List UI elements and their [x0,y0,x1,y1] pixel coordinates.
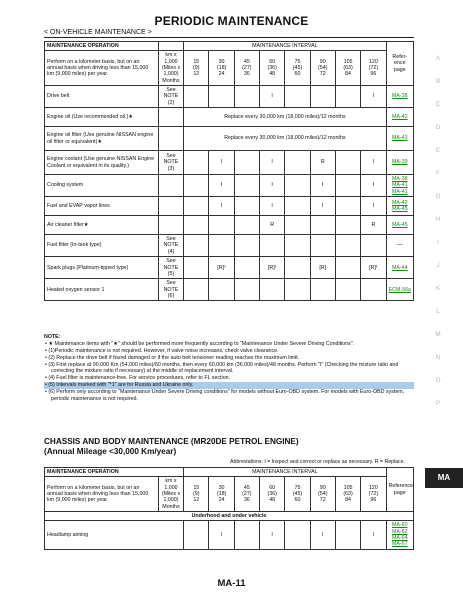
interval-value: 36 [243,71,250,78]
tab-f[interactable]: F [436,170,440,177]
interval-cell [285,197,310,216]
operation-cell: Headlamp aiming [45,521,184,549]
reference-cell [386,127,413,151]
interval-value: 96 [370,71,377,78]
interval-cell [361,235,386,257]
tab-o[interactable]: O [435,377,441,384]
table-row [45,108,414,127]
interval-cell: [R] [310,257,335,279]
reference-dash: — [397,242,403,249]
note-cell: See NOTE (3) [158,151,183,175]
interval-cell [184,151,209,175]
unit-label: km x 1,000 (Miles x 1,000) Months [158,477,183,512]
interval-cell [260,279,285,301]
reference-link[interactable]: MA-38 [391,176,408,183]
table-row [45,235,414,257]
chassis-table [44,467,414,550]
note-item: • (1)Periodic maintenance is not required. However, if valve noise increases, check valve clearance. [45,347,279,354]
interval-cell [184,197,209,216]
interval-row [45,477,414,512]
tab-h[interactable]: H [435,216,441,223]
interval-value: (72) [368,65,379,72]
interval-cell: I [209,197,234,216]
interval-cell [335,86,360,108]
reference-link[interactable]: MA-39 [391,159,408,166]
note-cell: See NOTE (2) [158,86,183,108]
note-cell: See NOTE (6) [158,279,183,301]
interval-cell [335,216,360,235]
interval-value: (9) [193,65,200,72]
interval-cell [335,279,360,301]
interval-cell [335,521,360,549]
reference-link[interactable]: MA-42 [391,113,408,120]
unit-label: km x 1,000 (Miles x 1,000) Months [158,51,183,86]
operation-cell: Engine oil (Use recommended oil.)★ [45,108,159,127]
table-row [45,257,414,279]
interval-60 [260,51,285,86]
interval-value: 90 [319,58,326,65]
interval-value: 60 [294,497,301,504]
interval-value: 48 [269,497,276,504]
interval-cell: I [361,151,386,175]
interval-120 [361,477,386,512]
note-cell [158,127,183,151]
reference-link[interactable]: MA-41 [391,182,408,189]
note-cell [158,175,183,197]
interval-value: 75 [294,58,301,65]
section-heading: < ON-VEHICLE MAINTENANCE > [44,29,152,36]
interval-45 [234,477,259,512]
reference-link[interactable]: MA-43 [391,135,408,142]
interval-value: 75 [294,484,301,491]
operation-cell: Air cleaner filter★ [45,216,159,235]
interval-90 [310,477,335,512]
interval-cell [234,279,259,301]
interval-value: 12 [193,497,200,504]
interval-value: 15 [193,58,200,65]
row-description: Perform on a kilometer basis, but on an annual basis when driving less than 15,000 km (9,000 miles) per year. [45,51,159,86]
interval-cell [285,257,310,279]
interval-cell [209,86,234,108]
interval-cell [234,175,259,197]
interval-value: 60 [294,71,301,78]
interval-15 [184,477,209,512]
interval-value: 24 [218,71,225,78]
col-reference: Reference page [386,468,413,512]
interval-cell [234,257,259,279]
chassis-heading: CHASSIS AND BODY MAINTENANCE (MR20DE PETROL ENGINE) [44,437,299,446]
table-row [45,216,414,235]
interval-cell [310,86,335,108]
operation-cell: Fuel filter (In-tank type) [45,235,159,257]
interval-cell [285,521,310,549]
reference-cell [386,86,413,108]
interval-value: 15 [193,484,200,491]
table-row [45,127,414,151]
table-row [45,175,414,197]
interval-120 [361,51,386,86]
operation-cell: Cooling system [45,175,159,197]
table-row [45,521,414,549]
tab-g[interactable]: G [435,193,441,200]
col-interval: MAINTENANCE INTERVAL [184,468,386,477]
tab-c[interactable]: C [435,101,441,108]
interval-span-cell: Replace every 30,000 km (18,000 miles)/12 months [184,108,386,127]
interval-105 [335,477,360,512]
interval-span-cell: Replace every 30,000 km (18,000 miles)/12 months [184,127,386,151]
interval-cell: I [361,86,386,108]
interval-value: 60 [269,484,276,491]
interval-cell [234,86,259,108]
interval-cell: I [361,197,386,216]
interval-value: (45) [292,491,303,498]
interval-cell: I [260,197,285,216]
interval-value: 45 [243,58,250,65]
interval-cell [234,521,259,549]
note-item: • (3) First replace at 90,000 Km (54,000 miles)/60 months, then every 60,000 km (36,000 miles)/48 months. Perform "I" (Checking the mixture ratio and correcting the mixture ratio if necessary) at the middle of replacement interval. [45,361,399,375]
reference-link[interactable]: MA-64 [391,535,408,542]
interval-value: (72) [368,491,379,498]
interval-value: 96 [370,497,377,504]
interval-row [45,51,414,86]
interval-value: 72 [319,497,326,504]
col-operation: MAINTENANCE OPERATION [45,42,159,51]
row-description: Perform on a kilometer basis, but on an annual basis when driving less than 15,000 km (9,000 miles) per year. [45,477,159,512]
interval-cell [335,151,360,175]
tab-m[interactable]: M [435,331,441,338]
interval-cell [285,279,310,301]
interval-cell [285,86,310,108]
interval-75 [285,477,310,512]
interval-cell: I [209,175,234,197]
operation-cell: Drive belt [45,86,159,108]
interval-value: (27) [242,65,252,72]
interval-cell [209,235,234,257]
reference-cell [386,235,413,257]
interval-value: 84 [345,497,351,504]
tab-e[interactable]: E [435,147,441,154]
interval-105 [335,51,360,86]
interval-value: (36) [267,491,277,498]
interval-cell [335,197,360,216]
interval-cell [234,197,259,216]
table-row [45,86,414,108]
table-header-row [45,468,414,477]
reference-cell [386,151,413,175]
operation-cell: Engine oil filter (Use genuine NISSAN engine oil filter or equivalent)★ [45,127,159,151]
interval-60 [260,477,285,512]
reference-cell [386,216,413,235]
interval-cell: R [361,216,386,235]
interval-cell [184,521,209,549]
interval-cell [184,86,209,108]
interval-cell [310,279,335,301]
table-row [45,151,414,175]
interval-cell: [R]¹ [209,257,234,279]
reference-link[interactable]: MA-62 [391,528,408,535]
notes-heading: NOTE: [44,334,61,340]
page-number: MA-11 [217,578,246,589]
reference-link[interactable]: ECM-56a [388,286,411,293]
operation-cell: Heated oxygen sensor 1 [45,279,159,301]
interval-value: (54) [318,65,328,72]
interval-value: 84 [345,71,351,78]
interval-cell [209,279,234,301]
table-row [45,197,414,216]
group-row [45,512,414,521]
interval-value: 90 [319,484,326,491]
abbreviations: Abbreviations: I = Inspect and correct or replace as necessary. R = Replace. [230,459,405,465]
interval-cell: I [260,151,285,175]
interval-30 [209,51,234,86]
tab-d[interactable]: D [435,124,441,131]
interval-cell [209,216,234,235]
interval-cell [285,151,310,175]
interval-cell [335,257,360,279]
reference-link[interactable]: MA-45 [391,221,408,228]
interval-value: 30 [218,484,225,491]
interval-75 [285,51,310,86]
note-item: • ★ Maintenance items with "★" should be performed more frequently according to "Maintenance Under Severe Driving Conditions". [45,340,355,347]
interval-cell: I [310,175,335,197]
interval-cell [335,175,360,197]
interval-cell [184,175,209,197]
interval-cell [184,279,209,301]
interval-value: (36) [267,65,277,72]
tab-p[interactable]: P [435,400,441,407]
reference-cell [386,279,413,301]
interval-value: 72 [319,71,326,78]
interval-value: (63) [343,65,353,72]
interval-cell: I [361,175,386,197]
col-interval: MAINTENANCE INTERVAL [184,42,386,51]
interval-value: (9) [193,491,200,498]
reference-cell [386,108,413,127]
reference-cell [386,521,413,549]
reference-cell [386,197,413,216]
operation-cell: Engine coolant (Use genuine NISSAN Engine Coolant or equivalent in its quality.) [45,151,159,175]
interval-cell: I [209,521,234,549]
interval-cell [184,257,209,279]
interval-value: (54) [318,491,328,498]
table-header-row [45,42,414,51]
reference-link[interactable]: MA-67 [391,541,408,548]
interval-cell [285,216,310,235]
interval-value: 120 [368,484,378,491]
tab-k[interactable]: K [435,285,441,292]
interval-cell: R [310,151,335,175]
interval-cell [361,279,386,301]
interval-value: (63) [343,491,353,498]
interval-cell [234,151,259,175]
interval-cell [184,216,209,235]
note-item: • (4) Fuel filter is maintenance-free. For service procedures, refer to FL section. [45,375,231,382]
chassis-subheading: (Annual Mileage <30,000 Km/year) [44,447,177,456]
interval-value: 45 [243,484,250,491]
interval-value: (27) [242,491,252,498]
interval-cell [335,235,360,257]
reference-link[interactable]: MA-44 [391,264,408,271]
tab-a[interactable]: A [435,55,441,62]
tab-i[interactable]: I [437,239,439,246]
interval-value: 36 [243,497,250,504]
reference-link[interactable]: MA-42 [391,199,408,206]
notes-block [44,334,414,403]
note-cell: See NOTE (5) [158,257,183,279]
maintenance-table [44,41,414,301]
interval-cell [234,216,259,235]
interval-value: 105 [343,484,353,491]
interval-cell [184,235,209,257]
note-cell: See NOTE (4) [158,235,183,257]
reference-link[interactable]: MA-41 [391,188,408,195]
interval-cell: I [209,151,234,175]
interval-value: (18) [216,65,227,72]
page-title: PERIODIC MAINTENANCE [154,14,309,28]
interval-cell [285,175,310,197]
interval-cell: I [260,86,285,108]
interval-value: (45) [292,65,303,72]
table-row [45,279,414,301]
reference-cell [386,257,413,279]
interval-value: 105 [343,58,353,65]
interval-cell [234,235,259,257]
interval-value: 60 [269,58,276,65]
operation-cell: Fuel and EVAP vapor lines [45,197,159,216]
note-item: • (5) Intervals marked with "*1" are for Russia and Ukraine only. [44,382,414,389]
tab-b[interactable]: B [435,78,441,85]
interval-cell [310,216,335,235]
interval-30 [209,477,234,512]
interval-45 [234,51,259,86]
interval-cell [260,235,285,257]
interval-value: 120 [368,58,378,65]
interval-cell: [R]¹ [361,257,386,279]
note-item: • (6) Perform only according to "Maintenance Under Severe Driving conditions" for models without Euro-OBD system. For models with Euro-OBD system, periodic maintenance is not required. [45,389,405,402]
interval-90 [310,51,335,86]
interval-value: 24 [218,497,225,504]
col-operation: MAINTENANCE OPERATION [45,468,184,477]
reference-link[interactable]: MA-45 [391,206,408,213]
tab-n[interactable]: N [435,354,441,361]
divider [44,37,414,38]
interval-cell: R [260,216,285,235]
interval-cell: [R]¹ [260,257,285,279]
reference-link[interactable]: MA-60 [391,522,408,529]
interval-cell: I [260,175,285,197]
interval-cell: I [310,197,335,216]
tab-ma[interactable]: MA [425,468,463,488]
tab-l[interactable]: L [436,308,440,315]
note-cell [158,108,183,127]
reference-cell [386,175,413,197]
note-cell [158,197,183,216]
tab-j[interactable]: J [436,262,440,269]
interval-value: 30 [218,58,225,65]
note-item: • (2) Replace the drive belt if found damaged or if the auto belt tensioner reading reaches the maximum limit. [45,354,300,361]
note-cell [158,216,183,235]
interval-cell [310,235,335,257]
interval-cell: I [310,521,335,549]
interval-value: 12 [193,71,200,78]
reference-link[interactable]: MA-38 [391,93,408,100]
group-label: Underhood and under vehicle [45,512,414,521]
interval-cell [285,235,310,257]
interval-15 [184,51,209,86]
interval-cell: I [260,521,285,549]
operation-cell: Spark plugs (Platinum-tipped type) [45,257,159,279]
interval-cell: I [361,521,386,549]
interval-value: (18) [216,491,227,498]
interval-value: 48 [269,71,276,78]
col-reference: Refer-ence page [386,42,413,86]
